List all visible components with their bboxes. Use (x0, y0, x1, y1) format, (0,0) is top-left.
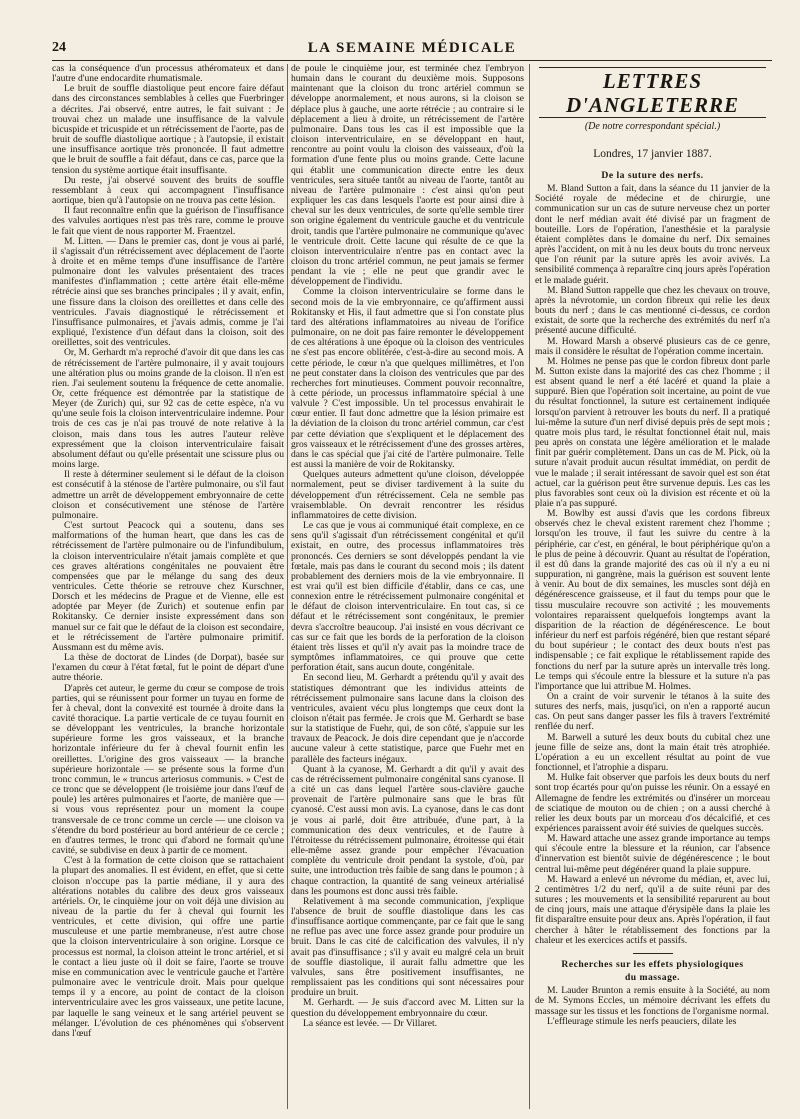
page-number: 24 (52, 40, 66, 55)
paragraph: Relativement à ma seconde communication, j'explique l'absence de bruit de souffle diastolique dans les cas d'insuffisance aortique commençante, par ce fait que le sang ne reflue pas avec une force assez grande pour produire un bruit. Dans le cas cité de calcification des valvules, il n'y avait pas d'insuffisance ; s'il y avait eu malgré cela un bruit de souffle diastolique, il aurait fallu admettre que les valvules, sans être positivement insuffisantes, ne remplissaient pas les conditions qui sont nécessaires pour produire un bruit. (291, 895, 524, 999)
paragraph: M. Lauder Brunton a remis ensuite à la Société, au nom de M. Symons Eccles, un mémoire décrivant les effets du massage sur les tissus et les fonctions de l'organisme normal. (535, 985, 770, 1017)
paragraph: En second lieu, M. Gerhardt a prétendu qu'il y avait des statistiques démontrant que les individus atteints de rétrécissement pulmonaire sans lacune dans la cloison des ventricules, avaient vécu plus longtemps que ceux dont la cloison n'était pas fermée. Je crois que M. Gerhardt se base sur la statistique de Fuehr, qui, de son côté, s'appuie sur les travaux de Peacock. Je dois dire cependant que je n'accorde aucune valeur à cette statistique, parce que Fuehr met en parallèle des facteurs inégaux. (291, 672, 524, 765)
subheading: De la suture des nerfs. (601, 170, 704, 181)
column-3 (535, 64, 770, 1114)
column-2 (291, 64, 524, 1114)
closing-line: La séance est levée. — Dr Villaret. (303, 1017, 438, 1029)
column-1 (52, 64, 284, 1114)
paragraph: L'effleurage stimule les nerfs peauciers, dilate les (547, 1015, 737, 1027)
paragraph: de poule le cinquième jour, est terminée chez l'embryon humain dans le courant du deuxième mois. Supposons maintenant que la cloison du tronc artériel commun se développe anormalement, et nous aurons, si la cloison se déplace plus à gauche, une aorte rétrécie ; au contraire si le déplacement a lieu à droite, un rétrécissement de l'artère pulmonaire. Dans tous les cas il est impossible que la cloison interventriculaire, en se développant en haut, rencontre au point voulu la cloison des vaisseaux, d'où la formation d'une fente plus ou moins grande. Cette lacune qui établit une communication directe entre les deux ventricules, sera située tantôt au niveau de l'aorte, tantôt au niveau de l'artère pulmonaire : c'est ainsi qu'on peut expliquer les cas dans lesquels l'aorte est pour ainsi dire à cheval sur les deux ventricules, de sorte qu'elle semble tirer son origine également du ventricule gauche et du ventricule droit, tandis que l'artère pulmonaire ne communique qu'avec le ventricule droit. Cette lacune qui résulte de ce que la cloison interventriculaire n'entre pas en contact avec la cloison du tronc artériel commun, ne peut jamais se fermer pendant la vie ; elle ne peut que grandir avec le développement de l'individu. (291, 64, 524, 288)
paragraph: D'après cet auteur, le germe du cœur se compose de trois parties, qui se réunissent pour former un tuyau en forme de fer à cheval, dont la convexité est tournée à droite dans la cavité thoracique. La partie verticale de ce tuyau fournit en se développant les ventricules, la branche horizontale supérieure forme les gros vaisseaux, et la branche horizontale inférieure du fer à cheval fournit enfin les oreillettes. L'origine des gros vaisseaux — la branche supérieure horizontale — se présente sous la forme d'un tronc commun, le « truncus arteriosus communis. » C'est de ce tronc que se développent (le troisième jour dans l'œuf de poule) les artères pulmonaires et l'aorte, de manière que — si vous vous représentez pour un moment la coupe transversale de ce tronc comme un cercle — une cloison va s'étendre du bord postérieur au bord antérieur de ce cercle ; en d'autres termes, le tronc qui d'abord ne formait qu'une cavité, se subdivise en deux à partir de ce moment. (52, 682, 284, 857)
section-subtitle: (De notre correspondant spécial.) (584, 121, 721, 132)
paragraph: Quant à la cyanose, M. Gerhardt a dit qu'il y avait des cas de rétrécissement pulmonaire congénital sans cyanose. Il a cité un cas dans lequel l'artère sous-clavière gauche provenait de l'artère pulmonaire sans que le bras fût cyanosé. C'est aussi mon avis. La cyanose, dans le cas dont je vous ai parlé, doit être attribuée, d'une part, à la communication des deux ventricules, et de l'autre à l'étroitesse du rétrécissement pulmonaire, étroitesse qui était elle-même assez grande pour empêcher l'évacuation complète du ventricule droit pendant la systole, d'où, par suite, une introduction très faible de sang dans le poumon ; à chaque contraction, la quantité de sang veineux artérialisé dans les poumons est donc aussi très faible. (291, 763, 524, 897)
paragraph: Il reste à déterminer seulement si le défaut de la cloison est consécutif à la sténose de l'artère pulmonaire, ou s'il faut admettre un arrêt de développement embryonnaire de cette cloison et consécutivement une sténose de l'artère pulmonaire. (52, 469, 284, 521)
paragraph: M. Litten. — Dans le premier cas, dont je vous ai parlé, il s'agissait d'un rétrécissement avec déplacement de l'aorte à droite et en même temps d'une insuffisance de l'artère pulmonaire dont les valvules présentaient des traces manifestes d'inflammation ; cette artère était elle-même rétrécie ainsi que ses branches principales ; il y avait, enfin, une fissure dans la cloison des oreillettes et dans celle des ventricules. J'avais diagnostiqué le rétrécissement et l'insuffisance pulmonaires, et j'avais admis, comme je l'ai expliqué, l'existence d'un défaut dans la cloison, soit des oreillettes, soit des ventricules. (52, 235, 284, 349)
paragraph: Le cas que je vous ai communiqué était complexe, en ce sens qu'il s'agissait d'un rétrécissement congénital et qu'il existait, en outre, des processus inflammatoires très prononcés. Ces derniers se sont développés pendant la vie fœtale, mais pas dans le courant du second mois ; ils datent probablement des derniers mois de la vie embryonnaire. Il est vrai qu'il est bien difficile d'établir, dans ce cas, une connexion entre le rétrécissement pulmonaire congénital et le défaut de cloison interventriculaire. En tout cas, si ce défaut et le rétrécissement sont congénitaux, le premier devra s'accroître beaucoup. J'ai insisté en vous décrivant ce cas sur ce fait que les bords de la perforation de la cloison étaient très lisses et qu'il n'y avait pas la moindre trace de symptômes inflammatoires, ce qui prouve que cette perforation était, sans aucun doute, congénitale. (291, 520, 524, 674)
paragraph: M. Bland Sutton rappelle que chez les chevaux on trouve, après la névrotomie, un cordon fibreux qui relie les deux bouts du nerf ; dans le cas mentionné ci-dessus, ce cordon existait, de sorte que la recherche des extrémités du nerf n'a présenté aucune difficulté. (535, 284, 770, 337)
dateline: Londres, 17 janvier 1887. (593, 148, 712, 160)
paragraph: C'est surtout Peacock qui a soutenu, dans ses malformations of the human heart, que dans les cas de rétrécissement de l'artère pulmonaire ou de l'infundibulum, la cloison interventriculaire n'était jamais complète et que ces graves altérations congénitales ne pouvaient être compensées que par le mélange du sang des deux ventricules. Cette théorie se retrouve chez Kurschner, Dorsch et les médecins de Prague et de Vienne, elle est adoptée par Meyer (de Zurich) et soutenue enfin par Rokitansky. Ce dernier insiste expressément dans son manuel sur ce fait que le défaut de la cloison est secondaire, et le rétrécissement de l'artère pulmonaire primitif. Aussmann est du même avis. (52, 520, 284, 653)
paragraph: La thèse de doctorat de Lindes (de Dorpat), basée sur l'examen du cœur à l'état fœtal, fut le point de départ d'une autre théorie. (52, 652, 284, 684)
paragraph: Du reste, j'ai observé souvent des bruits de souffle ressemblant à ceux qui accompagnent l'insuffisance aortique, bien qu'à l'autopsie on ne trouva pas cette lésion. (52, 174, 284, 207)
paragraph: Le bruit de souffle diastolique peut encore faire défaut dans des circonstances semblables à celles que Fuerbringer a décrites. J'ai observé, entre autres, le fait suivant : Je trouvai chez un malade une insuffisance de la valvule bicuspide et tricuspide et un rétrécissement de l'aorte, pas de bruit de souffle diastolique aortique ; à l'autopsie, il existait une insuffisance aortique très prononcée. Il faut admettre que le bruit de souffle a fait défaut, dans ce cas, parce que la tension du système aortique était insuffisante. (52, 83, 284, 176)
paragraph: Il faut reconnaître enfin que la guérison de l'insuffisance des valvules aortiques n'est pas très rare, comme le prouve le fait que vient de nous rapporter M. Fraentzel. (52, 205, 284, 237)
header-rule (52, 60, 772, 61)
paragraph: Quelques auteurs admettent qu'une cloison, développée normalement, peut se diviser tardivement à la suite du développement d'un rétrécissement. Cela ne semble pas vraisemblable. On devrait rencontrer les résidus inflammatoires de cette division. (291, 469, 524, 521)
paragraph: On a craint de voir survenir le tétanos à la suite des sutures des nerfs, mais, jusqu'ici, on n'en a rapporté aucun cas. On peut sans danger passer les fils à travers l'extrémité renflée du nerf. (535, 690, 770, 733)
column-divider (287, 64, 288, 1109)
paragraph: Or, M. Gerhardt m'a reproché d'avoir dit que dans les cas de rétrécissement de l'artère pulmonaire, il y avait toujours une altération plus ou moins grande de la cloison. Il n'en est rien. J'ai seulement soutenu la fréquence de cette anomalie. Or, cette fréquence est démontrée par la statistique de Meyer (de Zurich) qui, sur 92 cas de cette espèce, n'a vu qu'une seule fois la cloison interventriculaire indemne. Pour trois de ces cas je n'ai pas trouvé de note relative à la cloison, mais dans tous les autres l'auteur relève expressément que la cloison interventriculaire faisait absolument défaut ou qu'elle présentait une scissure plus ou moins large. (52, 347, 284, 471)
paragraph: Comme la cloison interventriculaire se forme dans le second mois de la vie embryonnaire, ce qu'affirment aussi Rokitansky et His, il faut admettre que si l'on constate plus tard des altérations inflammatoires au niveau de l'orifice pulmonaire, on ne doit pas faire remonter le développement de ces altérations à une époque où la cloison des ventricules ne s'est pas encore oblitérée, c'est-à-dire au second mois. A cette période, le cœur n'a que quelques millimètres, et l'on ne peut constater dans la cloison des ventricules que par des recherches fort minutieuses. Comment pouvoir reconnaître, à cette période, un processus inflammatoire spécial à une valvule ? C'est impossible. Un tel processus envahirait le cœur entier. Il faut donc admettre que la lésion primaire est la déviation de la cloison du tronc artériel commun, car c'est par cette déviation que s'expliquent et le déplacement des gros vaisseaux et le rétrécissement d'une des grosses artères, dans le cas spécial que j'ai cité de l'artère pulmonaire. Telle est aussi la manière de voir de Rokitansky. (291, 286, 524, 471)
paragraph: C'est à la formation de cette cloison que se rattachaient la plupart des anomalies. Il est évident, en effet, que si cette cloison n'occupe pas la partie médiane, il y aura des altérations notables du calibre des deux gros vaisseaux artériels. Or, le cinquième jour on voit déjà une division au niveau de la partie du fer à cheval qui fournit les ventricules, et cette division, qui offre une partie musculeuse et une partie membraneuse, n'est autre chose que la cloison interventriculaire à son origine. Lorsque ce processus est normal, la cloison atteint le tronc artériel, et si le contact a lieu juste où il doit se faire, l'aorte se trouve mise en communication avec le ventricule gauche et l'artère pulmonaire avec le ventricule droit. Mais pour quelque temps il y a encore, au point de contact de la cloison interventriculaire avec les gros vaisseaux, une petite lacune, par laquelle le sang veineux et le sang artériel peuvent se mélanger. L'évolution de ces phénomènes qui s'observent dans l'œuf (52, 855, 284, 1039)
paragraph: M. Haward attache une assez grande importance au temps qui s'écoule entre la blessure et la réunion, car l'absence d'innervation est bientôt suivie de dégénérescence ; le bout central lui-même peut dégénérer quand la plaie suppure. (535, 833, 770, 875)
section-separator (633, 953, 673, 954)
subheading: du massage. (624, 972, 681, 984)
paragraph: M. Hulke fait observer que parfois les deux bouts du nerf sont trop écartés pour qu'on puisse les réunir. On a essayé en Allemagne de fendre les extrémités ou d'insérer un morceau de sciatique de mouton ou de chien ; on a aussi cherché à relier les deux bouts par un morceau d'os décalcifié, et ces expériences paraissent avoir été suivies de quelques succès. (535, 772, 770, 834)
paragraph: M. Haward a enlevé un névrome du médian, et, avec lui, 2 centimètres 1/2 du nerf, qu'il a de suite réuni par des sutures ; les mouvements et la sensibilité reparurent au bout de cinq jours, mais une attaque d'érysipèle dans la plaie les fit disparaître ensuite pour deux ans. Après l'opération, il faut chercher à hâter le rétablissement des fonctions par la chaleur et les exercices actifs et passifs. (535, 873, 770, 946)
paragraph: M. Gerhardt. — Je suis d'accord avec M. Litten sur la question du développement embryonnaire du cœur. (291, 997, 524, 1019)
page-header (52, 40, 772, 60)
paragraph: M. Bowlby est aussi d'avis que les cordons fibreux observés chez le cheval existent rarement chez l'homme ; lorsqu'on les trouve, il faut les suivre du centre à la périphérie, car c'est, en général, le bout périphérique qu'on a le plus de peine à découvrir. Quant au résultat de l'opération, il est dû dans la grande majorité des cas où il n'y a eu ni suppuration, ni gangrène, mais la guérison est souvent lente à venir. Au bout de dix semaines, les muscles sont déjà en dégénérescence graisseuse, et il faut du temps pour que le tissu musculaire recouvre son activité ; les mouvements volontaires reparaissent quelquefois longtemps avant la disparition de la réaction de dégénérescence. Le bout inférieur du nerf est parfois régénéré, bien que restant séparé du bout supérieur ; le contact des deux bouts n'est pas indispensable ; ce fait explique le rétablissement rapide des fonctions du nerf par la suture après un intervalle très long. Le temps qui s'écoule entre la blessure et la suture n'a pas l'importance que lui attribue M. Holmes. (535, 508, 770, 692)
paragraph: cas la conséquence d'un processus athéromateux et dans l'autre d'une endocardite rhumatismale. (52, 64, 284, 85)
section-title: LETTRES D'ANGLETERRE (539, 67, 766, 118)
paragraph: M. Bland Sutton a fait, dans la séance du 11 janvier de la Société royale de médecine et de chirurgie, une communication sur un cas de suture nerveuse chez un porter dont le nerf médian avait été divisé par un fragment de bouteille. Lors de l'opération, l'anesthésie et la paralysie étaient complètes dans le domaine du nerf. Dix semaines après l'accident, on mit à nu les deux bouts du tronc nerveux que l'on réunit par la suture après les avoir avivés. La sensibilité commença à reparaître cinq jours après l'opération et le malade guérit. (535, 183, 770, 286)
paragraph: M. Barwell a suturé les deux bouts du cubital chez une jeune fille de seize ans, dont la main était très atrophiée. L'opération a eu un excellent résultat au point de vue fonctionnel, et l'atrophie a disparu. (535, 731, 770, 774)
subheading: Recherches sur les effets physiologiques (561, 958, 744, 970)
running-title: LA SEMAINE MÉDICALE (307, 40, 517, 56)
paragraph: M. Holmes ne pense pas que le cordon fibreux dont parle M. Sutton existe dans la majorité des cas chez l'homme ; il est absent quand le nerf a été lacéré et quand la plaie a suppuré. Bien que l'opération soit incertaine, au point de vue du résultat fonctionnel, la suture est certainement indiquée lorsqu'on parvient à retrouver les bouts du nerf. Il a pratiqué lui-même la suture d'un nerf divisé depuis près de sept mois ; quatre mois plus tard, le résultat fonctionnel était nul, mais peu après on constata une légère amélioration et le malade finit par guérir complètement. Dans un cas de M. Pick, où la suture n'avait produit aucun résultat immédiat, on perdit de vue le malade ; il serait intéressant de savoir quel est son état actuel, car la guérison peut être survenue depuis. Les cas les plus favorables sont ceux où la division est récente et où la plaie n'a pas suppuré. (535, 355, 770, 509)
column-divider (529, 64, 530, 1109)
paragraph: M. Howard Marsh a observé plusieurs cas de ce genre, mais il considère le résultat de l'opération comme incertain. (535, 335, 770, 357)
